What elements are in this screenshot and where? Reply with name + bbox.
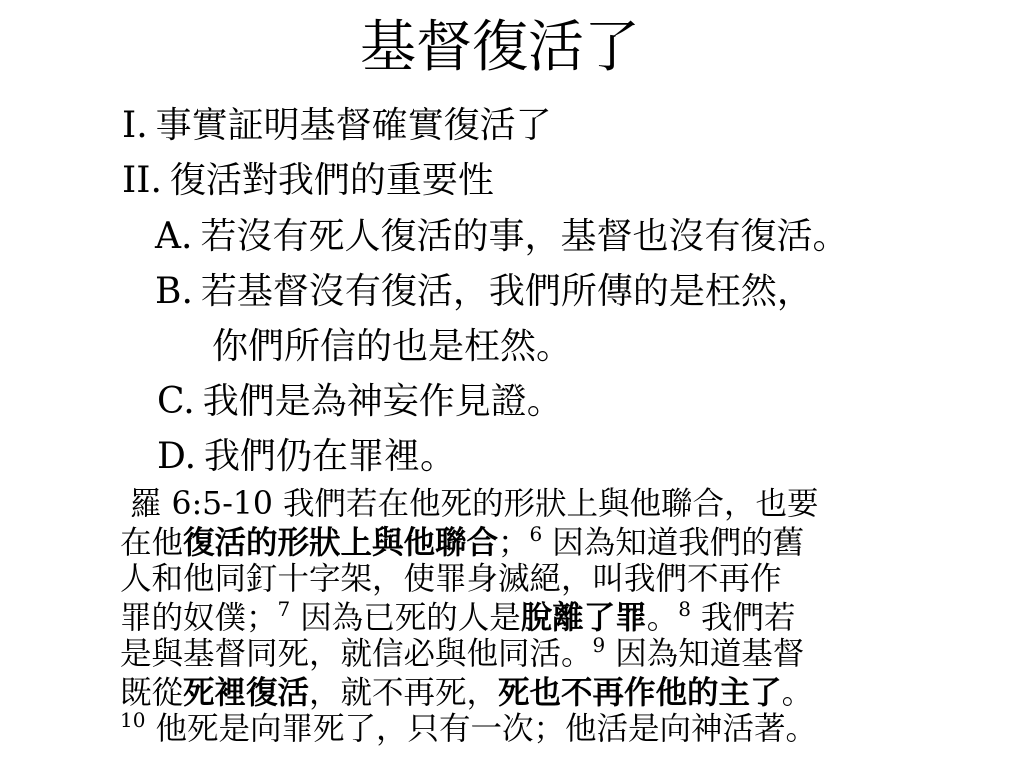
verse-reference: 羅 6:5-10 [130, 486, 273, 522]
verse-text: 既從 [120, 674, 184, 711]
outline-marker: C. [157, 381, 195, 422]
outline-text: 事實証明基督確實復活了 [155, 105, 552, 146]
outline-text: 若沒有死人復活的事，基督也沒有復活。 [200, 216, 849, 257]
verse-text: 在他 [120, 524, 184, 561]
outline-text: 我們是為神妄作見證。 [202, 381, 563, 422]
outline-marker: B. [155, 271, 193, 312]
verse-number: 9 [592, 633, 606, 657]
verse-text: ，就不再死， [309, 674, 499, 711]
slide-title: 基督復活了 [360, 15, 640, 80]
verse-number: 10 [120, 708, 146, 732]
outline-marker: D. [157, 436, 197, 477]
verse-line [120, 561, 1000, 599]
verse-text: 他死是向罪死了，只有一次；他活是向神活著。 [145, 711, 817, 747]
verse-number: 6 [529, 521, 543, 546]
verse-text: 。 [646, 599, 679, 636]
outline-marker: A. [155, 216, 193, 257]
verse-text: 。 [781, 674, 814, 711]
verse-line [120, 633, 1000, 674]
verse-text: 我們若 [691, 599, 796, 636]
outline-item-2 [122, 155, 494, 207]
outline-subitem-b [155, 266, 813, 318]
verse-line [120, 486, 1000, 524]
outline-marker: I. [122, 105, 148, 146]
verse-line [120, 674, 1000, 712]
verse-text: 因為已死的人是 [290, 599, 521, 636]
verse-line [120, 521, 1000, 562]
outline-text: 復活對我們的重要性 [169, 160, 494, 201]
outline-text: 我們仍在罪裡。 [204, 436, 457, 477]
verse-text: 因為知道我們的舊 [542, 524, 805, 561]
outline-item-1 [122, 100, 552, 152]
outline-marker: II. [122, 160, 162, 201]
verse-text: 罪的奴僕； [120, 599, 278, 636]
verse-number: 7 [277, 596, 291, 621]
verse-emphasis: 死裡復活 [183, 673, 310, 711]
outline-subitem-d [157, 431, 456, 483]
verse-text: 是與基督同死，就信必與他同活。 [120, 636, 593, 672]
verse-text: 我們若在他死的形狀上與他聯合，也要 [272, 486, 819, 522]
verse-line [120, 596, 1000, 637]
outline-subitem-a [155, 211, 848, 263]
verse-text: ； [498, 524, 530, 561]
outline-subitem-b-continuation: 你們所信的也是枉然。 [212, 326, 573, 367]
verse-text: 人和他同釘十字架，使罪身滅絕，叫我們不再作 [120, 561, 782, 597]
verse-emphasis: 死也不再作他的主了 [498, 673, 782, 711]
verse-emphasis: 復活的形狀上與他聯合 [183, 523, 499, 561]
verse-text: 因為知道基督 [605, 636, 805, 672]
scripture-quote [120, 486, 1000, 749]
outline-subitem-c [157, 376, 563, 428]
verse-line [120, 708, 1000, 749]
verse-number: 8 [678, 596, 692, 621]
outline-text: 若基督沒有復活，我們所傳的是枉然， [200, 271, 813, 312]
verse-emphasis: 脫離了罪 [520, 598, 647, 636]
